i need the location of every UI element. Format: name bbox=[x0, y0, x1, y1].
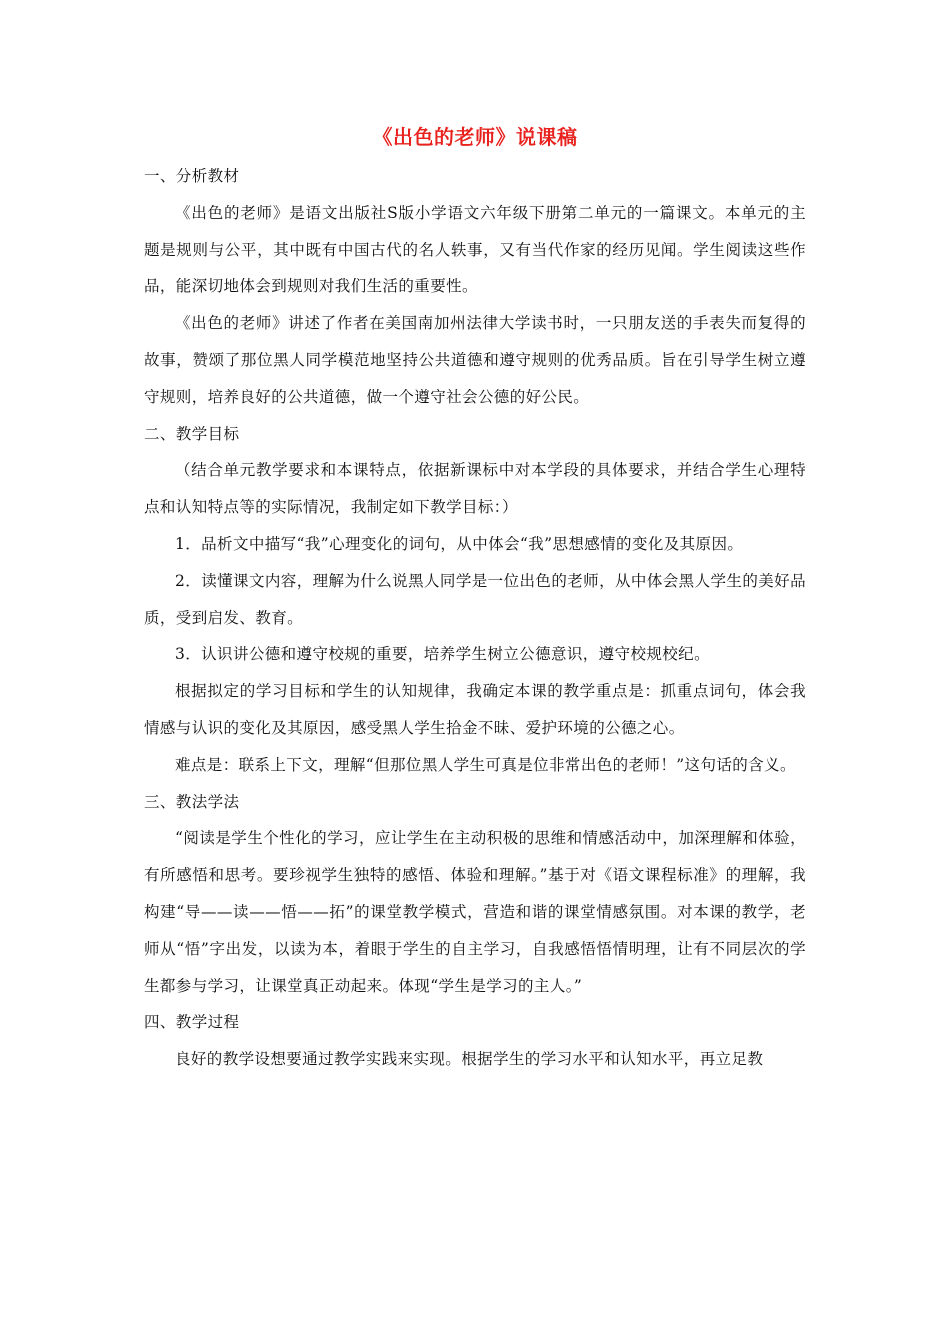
paragraph: 《出色的老师》讲述了作者在美国南加州法律大学读书时，一只朋友送的手表失而复得的故事，赞颂了那位黑人同学模范地坚持公共道德和遵守规则的优秀品质。旨在引导学生树立遵守规则，培养良好的公共道德，做一个遵守社会公德的好公民。 bbox=[144, 314, 806, 406]
section-heading: 四、教学过程 bbox=[144, 1013, 240, 1032]
paragraph: “阅读是学生个性化的学习，应让学生在主动积极的思维和情感活动中，加深理解和体验，有所感悟和思考。要珍视学生独特的感悟、体验和理解。”基于对《语文课程标准》的理解，我构建“导——读——悟——拓”的课堂教学模式，营造和谐的课堂情感氛围。对本课的教学，老师从“悟”字出发，以读为本，着眼于学生的自主学习，自我感悟悟情明理，让有不同层次的学生都参与学习，让课堂真正动起来。体现“学生是学习的主人。” bbox=[144, 829, 806, 995]
paragraph: 难点是：联系上下文，理解“但那位黑人学生可真是位非常出色的老师！”这句话的含义。 bbox=[175, 755, 796, 774]
section-heading: 二、教学目标 bbox=[144, 424, 240, 443]
paragraph: （结合单元教学要求和本课特点，依据新课标中对本学段的具体要求，并结合学生心理特点和认知特点等的实际情况，我制定如下教学目标：） bbox=[144, 461, 806, 517]
document-title: 《出色的老师》说课稿 bbox=[372, 125, 578, 149]
document-body bbox=[144, 158, 806, 1078]
section-heading: 一、分析教材 bbox=[144, 167, 240, 185]
paragraph: 根据拟定的学习目标和学生的认知规律，我确定本课的教学重点是：抓重点词句，体会我情感与认识的变化及其原因，感受黑人学生拾金不昧、爱护环境的公德之心。 bbox=[144, 682, 806, 737]
section-heading: 三、教法学法 bbox=[144, 792, 240, 811]
paragraph: 《出色的老师》是语文出版社S版小学语文六年级下册第二单元的一篇课文。本单元的主题是规则与公平，其中既有中国古代的名人轶事，又有当代作家的经历见闻。学生阅读这些作品，能深切地体会到规则对我们生活的重要性。 bbox=[144, 203, 806, 296]
list-item: 1．品析文中描写“我”心理变化的词句，从中体会“我”思想感情的变化及其原因。 bbox=[175, 534, 744, 553]
list-item: 3．认识讲公德和遵守校规的重要，培养学生树立公德意识，遵守校规校纪。 bbox=[175, 645, 710, 664]
paragraph: 良好的教学设想要通过教学实践来实现。根据学生的学习水平和认知水平，再立足教 bbox=[175, 1050, 764, 1069]
list-item: 2．读懂课文内容，理解为什么说黑人同学是一位出色的老师，从中体会黑人学生的美好品质，受到启发、教育。 bbox=[144, 571, 806, 627]
